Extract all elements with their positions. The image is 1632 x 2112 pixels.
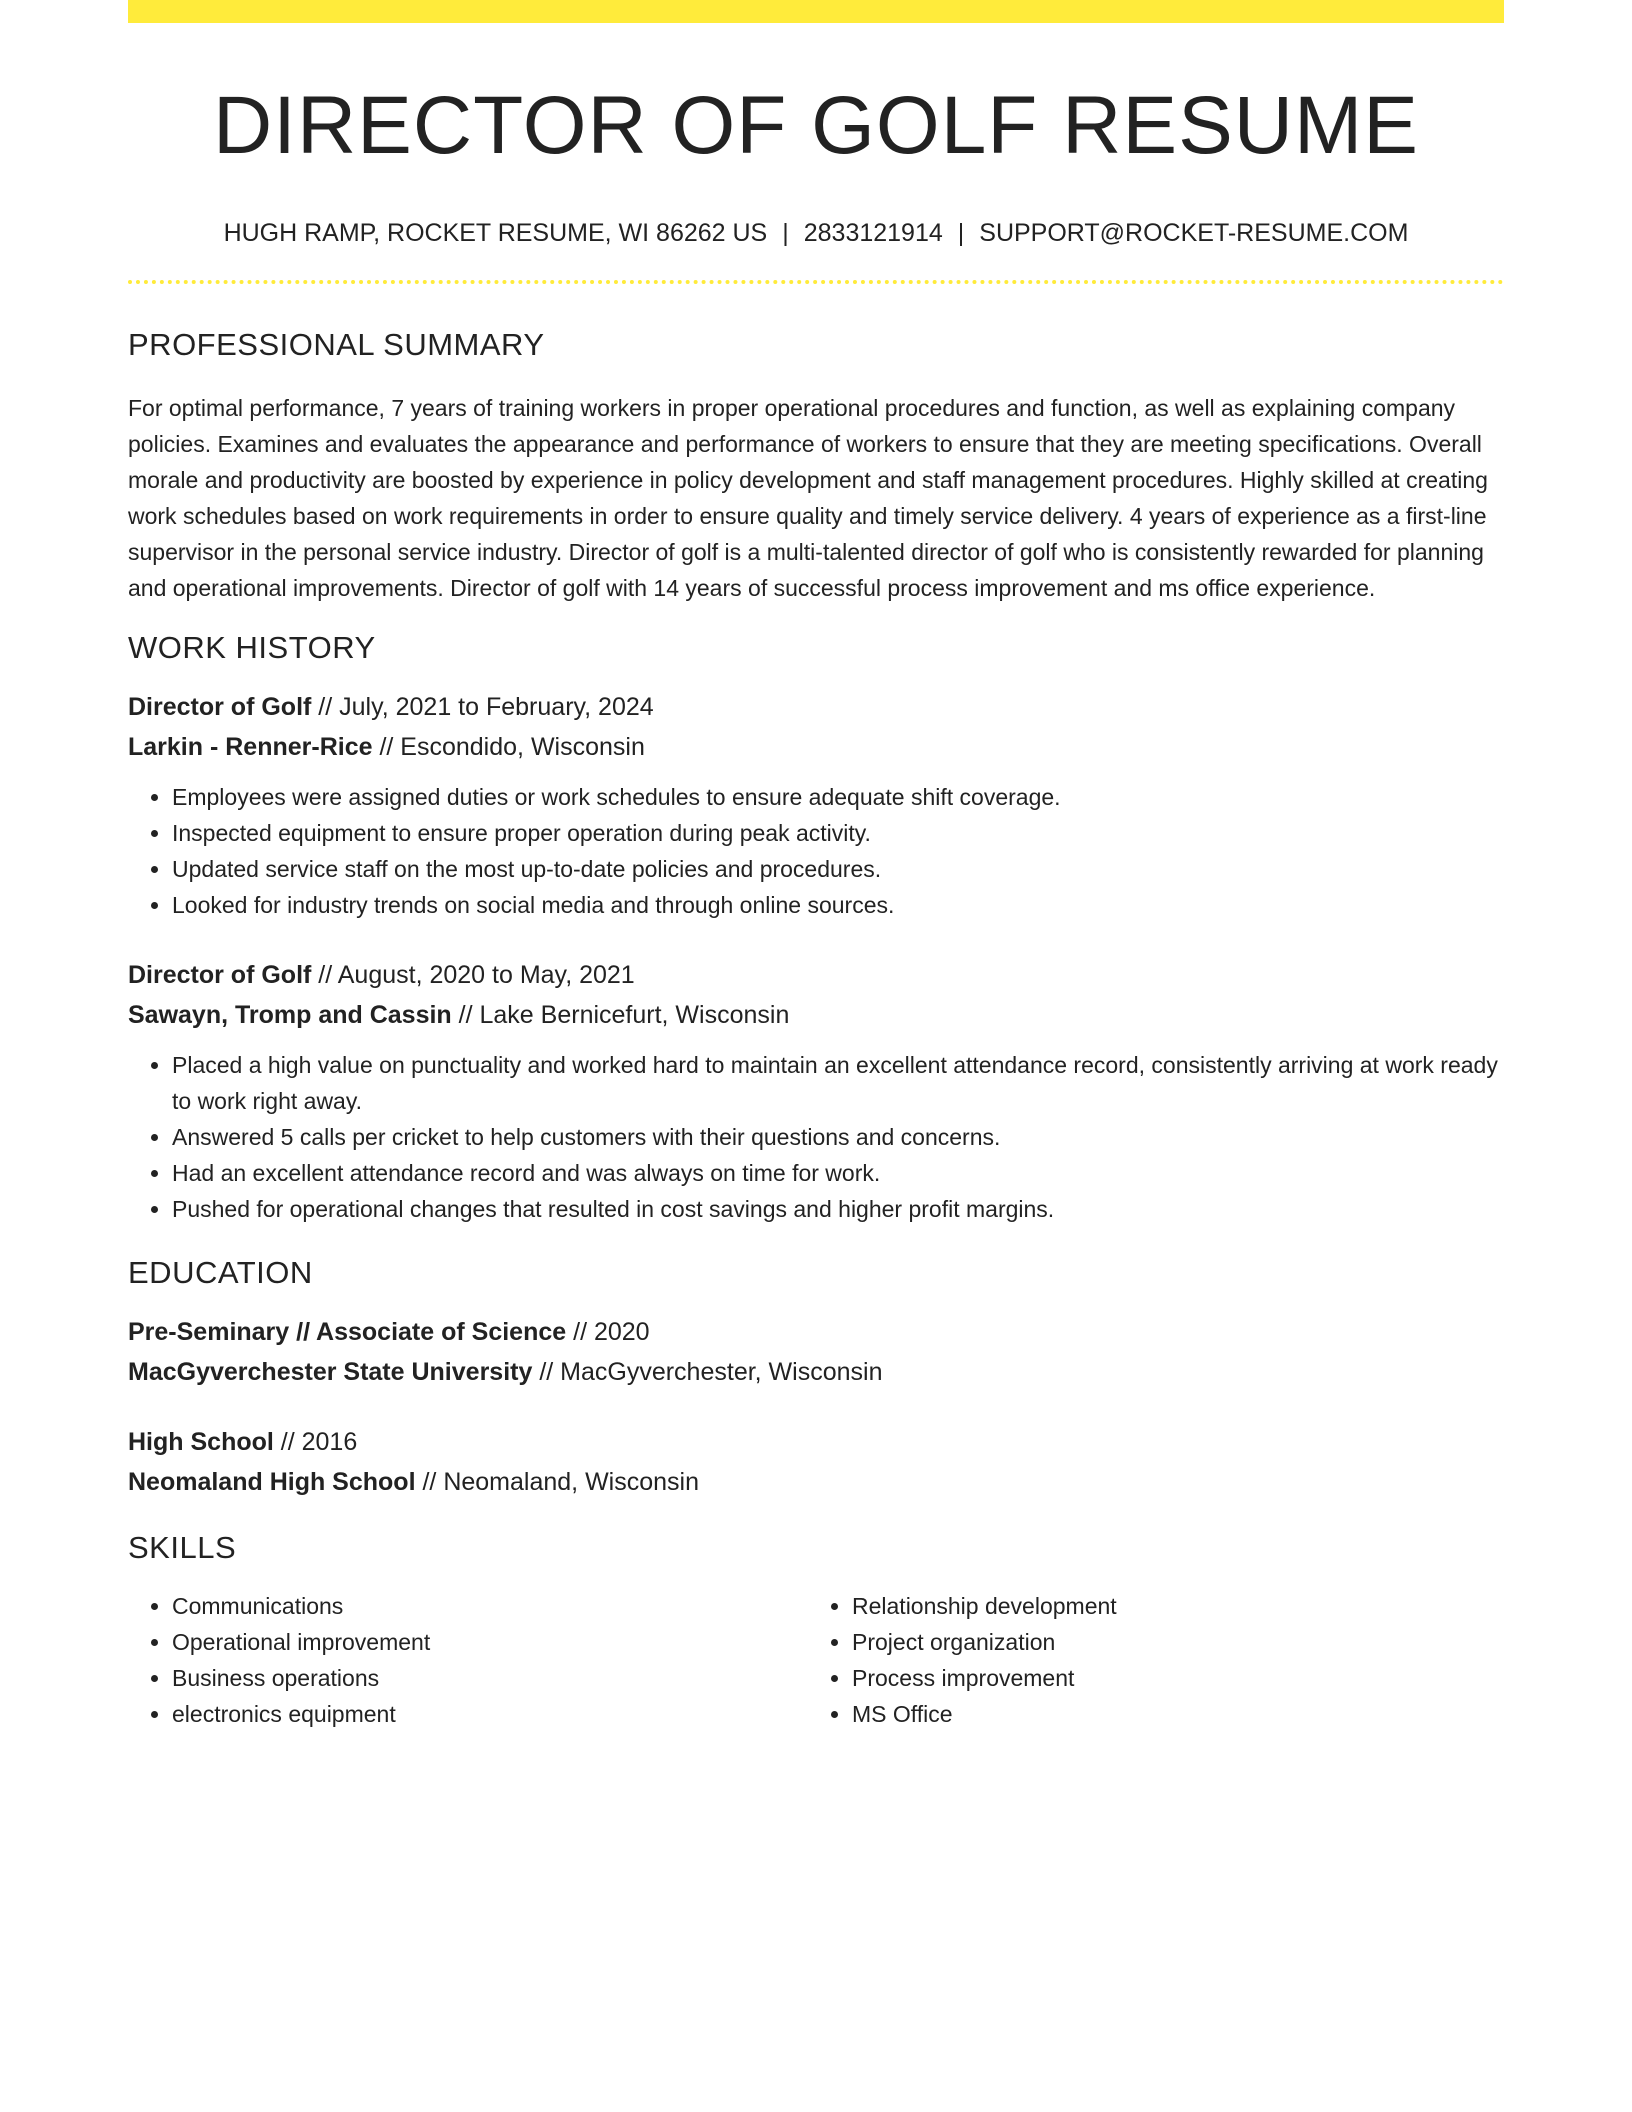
education-entry [128, 1312, 1504, 1392]
contact-email: SUPPORT@ROCKET-RESUME.COM [979, 219, 1409, 248]
degree-line [128, 1312, 1504, 1352]
summary-text: For optimal performance, 7 years of training workers in proper operational procedures and function, as well as explaining company policies. Examines and evaluates the appearance and performance of workers to ensure that they are meeting specifications. Overall morale and productivity are boosted by experience in policy development and staff management procedures. Highly skilled at creating work schedules based on work requirements in order to ensure quality and timely service delivery. 4 years of experience as a first-line supervisor in the personal service industry. Director of golf is a multi-talented director of golf who is consistently rewarded for planning and operational improvements. Director of golf with 14 years of successful process improvement and ms office experience. [128, 394, 1488, 601]
school-line [128, 1352, 1504, 1392]
skill-item: • Relationship development [852, 1588, 1486, 1624]
job-company: Sawayn, Tromp and Cassin [128, 1000, 452, 1029]
job-bullets [128, 779, 1504, 923]
summary-heading: PROFESSIONAL SUMMARY [128, 326, 545, 362]
skill-item: • Process improvement [852, 1660, 1486, 1696]
skill-item: • Operational improvement [172, 1624, 806, 1660]
school-line [128, 1462, 1504, 1502]
degree-year: // 2020 [566, 1317, 650, 1346]
job-company: Larkin - Renner-Rice [128, 732, 373, 761]
job-bullet: • Had an excellent attendance record and was always on time for work. [172, 1155, 1504, 1191]
job-location: // Escondido, Wisconsin [372, 732, 645, 761]
resume-title: DIRECTOR OF GOLF RESUME [212, 80, 1420, 171]
degree: High School [128, 1427, 274, 1456]
skill-item: • MS Office [852, 1696, 1486, 1732]
resume-page [128, 0, 1504, 1732]
school-location: // Neomaland, Wisconsin [415, 1467, 699, 1496]
degree: Pre-Seminary // Associate of Science [128, 1317, 567, 1346]
contact-line [128, 217, 1504, 250]
contact-separator: | [782, 219, 789, 248]
job-role: Director of Golf [128, 960, 312, 989]
degree-year: // 2016 [273, 1427, 358, 1456]
job-entry [128, 955, 1504, 1227]
skills-column-left [128, 1588, 806, 1732]
skill-item: • electronics equipment [172, 1696, 806, 1732]
education-heading: EDUCATION [128, 1254, 313, 1290]
skills-grid [128, 1588, 1504, 1732]
job-bullet: • Updated service staff on the most up-to-date policies and procedures. [172, 851, 1504, 887]
job-bullet: • Pushed for operational changes that resulted in cost savings and higher profit margins. [172, 1191, 1504, 1227]
job-bullet: • Answered 5 calls per cricket to help customers with their questions and concerns. [172, 1119, 1504, 1155]
work-history-heading: WORK HISTORY [128, 629, 376, 665]
skill-item: • Communications [172, 1588, 806, 1624]
school-name: MacGyverchester State University [128, 1357, 533, 1386]
skill-item: • Business operations [172, 1660, 806, 1696]
job-bullets [128, 1047, 1504, 1227]
job-bullet: • Placed a high value on punctuality and worked hard to maintain an excellent attendance record, consistently arriving at work ready to work right away. [172, 1047, 1504, 1119]
degree-line [128, 1422, 1504, 1462]
job-dates: // August, 2020 to May, 2021 [311, 960, 635, 989]
job-bullet: • Looked for industry trends on social media and through online sources. [172, 887, 1504, 923]
school-location: // MacGyverchester, Wisconsin [532, 1357, 883, 1386]
job-company-line [128, 727, 1504, 767]
job-company-line [128, 995, 1504, 1035]
job-dates: // July, 2021 to February, 2024 [311, 692, 654, 721]
skill-item: • Project organization [852, 1624, 1486, 1660]
contact-address: HUGH RAMP, ROCKET RESUME, WI 86262 US [223, 219, 768, 248]
skills-heading: SKILLS [128, 1529, 237, 1565]
job-bullet: • Employees were assigned duties or work schedules to ensure adequate shift coverage. [172, 779, 1504, 815]
contact-separator: | [957, 219, 965, 248]
accent-top-bar [128, 0, 1504, 23]
job-bullet: • Inspected equipment to ensure proper operation during peak activity. [172, 815, 1504, 851]
skills-column-right [806, 1588, 1486, 1732]
contact-phone: 2833121914 [803, 219, 943, 248]
job-location: // Lake Bernicefurt, Wisconsin [451, 1000, 790, 1029]
job-entry [128, 687, 1504, 923]
school-name: Neomaland High School [128, 1467, 416, 1496]
education-entry [128, 1422, 1504, 1502]
job-role: Director of Golf [128, 692, 312, 721]
job-role-line [128, 687, 1504, 727]
dotted-divider [128, 280, 1504, 284]
job-role-line [128, 955, 1504, 995]
